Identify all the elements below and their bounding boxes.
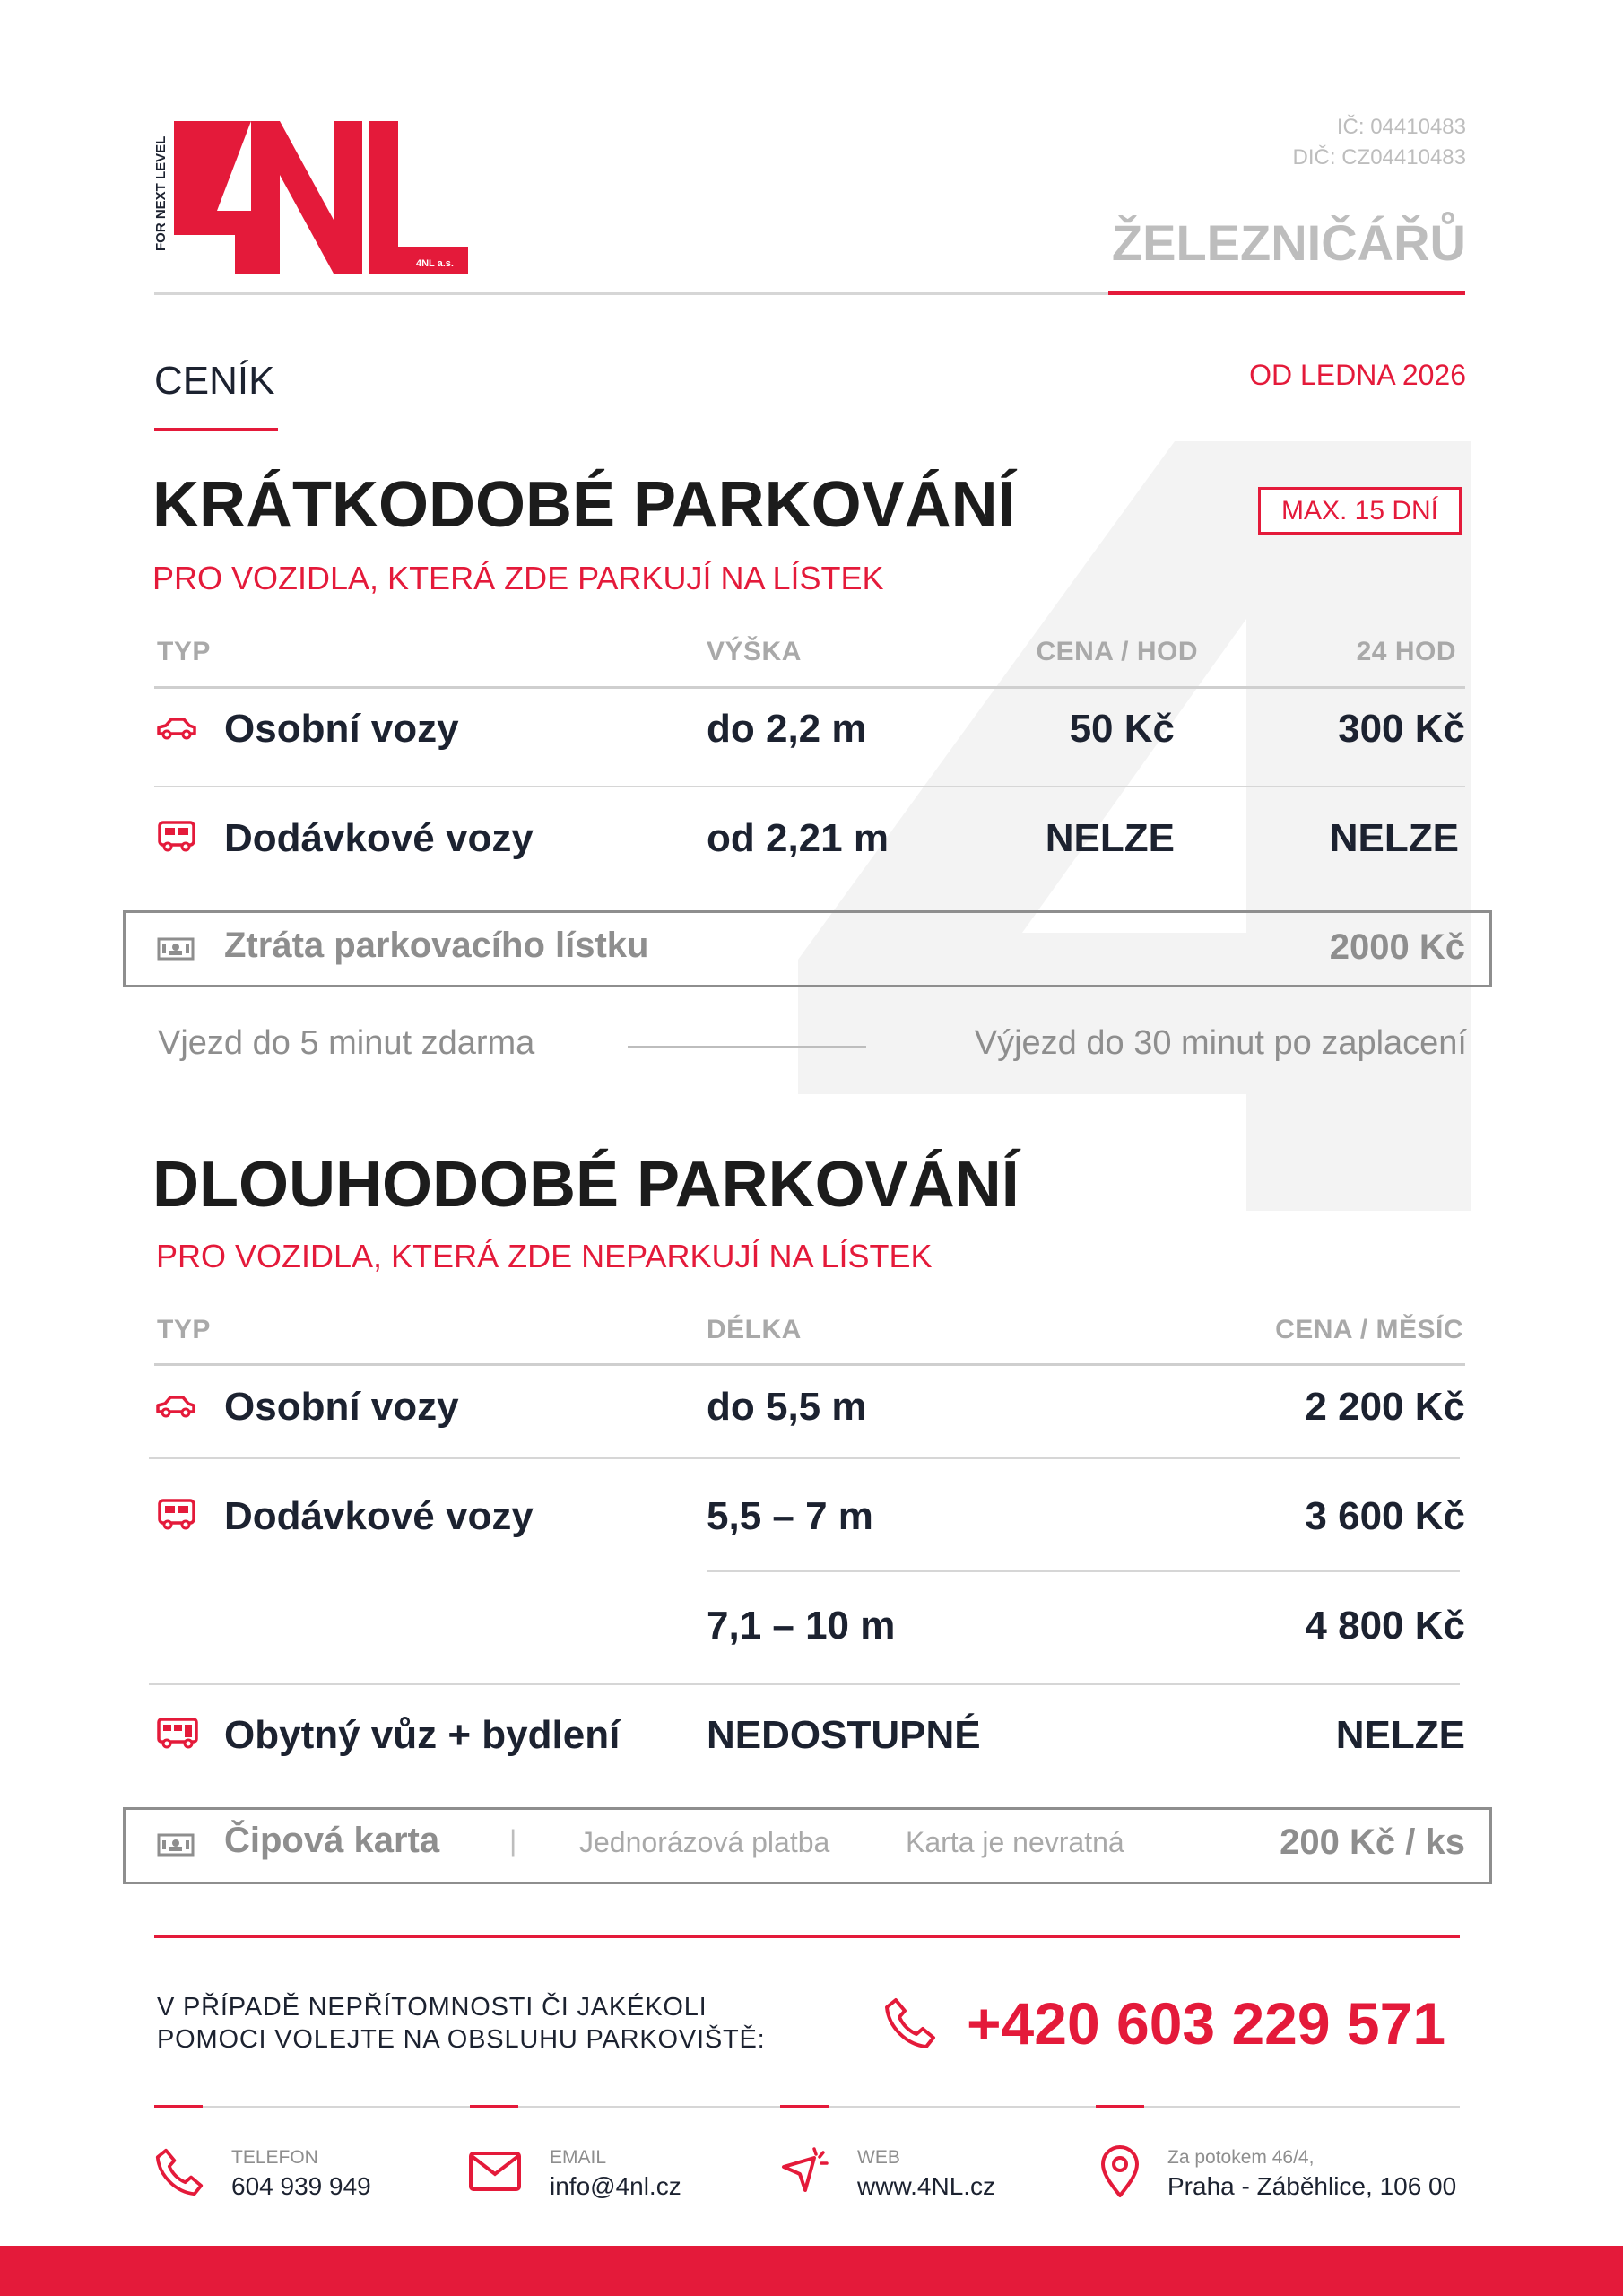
company-ic: IČ: 04410483 [1336, 115, 1466, 139]
contact-item-accent [470, 2105, 518, 2108]
notes-connector [628, 1046, 866, 1048]
camper-icon [156, 1717, 199, 1751]
contact-email-value[interactable]: info@4nl.cz [550, 2172, 681, 2200]
col-height-header: VÝŠKA [707, 637, 802, 666]
short-row-type: Dodávkové vozy [224, 816, 534, 860]
location-icon [1099, 2145, 1141, 2199]
col-hour-header: CENA / HOD [1036, 637, 1198, 666]
long-row-type: Dodávkové vozy [224, 1494, 534, 1538]
long-row-subdivider [707, 1570, 1460, 1572]
long-row-price: 2 200 Kč [1305, 1385, 1465, 1429]
short-term-title: KRÁTKODOBÉ PARKOVÁNÍ [152, 469, 1016, 541]
col-type-header: TYP [157, 637, 211, 666]
long-row-price: 3 600 Kč [1305, 1494, 1465, 1538]
long-row-length: do 5,5 m [707, 1385, 867, 1429]
contact-item-accent [154, 2105, 203, 2108]
short-row-height: do 2,2 m [707, 707, 867, 751]
col-month-header: CENA / MĚSÍC [1275, 1315, 1463, 1344]
chip-card-separator: | [509, 1824, 517, 1857]
short-row-day-price: 300 Kč [1338, 707, 1465, 751]
long-row-type: Osobní vozy [224, 1385, 459, 1429]
chip-card-note-payment: Jednorázová platba [579, 1826, 830, 1858]
phone-icon [883, 1996, 937, 2050]
long-row-divider [149, 1683, 1460, 1685]
contact-phone-label: TELEFON [231, 2147, 318, 2168]
exit-note: Výjezd do 30 minut po zaplacení [974, 1024, 1467, 1062]
col-length-header: DÉLKA [707, 1315, 802, 1344]
long-row-divider [149, 1457, 1460, 1459]
contact-email-label: EMAIL [550, 2147, 607, 2168]
short-row-hour-price: 50 Kč [1069, 707, 1175, 751]
short-term-subtitle: PRO VOZIDLA, KTERÁ ZDE PARKUJÍ NA LÍSTEK [152, 560, 884, 596]
long-term-subtitle: PRO VOZIDLA, KTERÁ ZDE NEPARKUJÍ NA LÍSTEK [156, 1238, 933, 1274]
footer-band [0, 2246, 1623, 2296]
header-accent [1108, 291, 1465, 295]
pricelist-label: CENÍK [154, 359, 275, 403]
car-icon [154, 1392, 197, 1421]
entry-note: Vjezd do 5 minut zdarma [158, 1024, 535, 1062]
contact-item-accent [780, 2105, 829, 2108]
contact-address-street: Za potokem 46/4, [1167, 2147, 1315, 2168]
short-row-divider [154, 786, 1465, 787]
phone-icon [154, 2147, 204, 2197]
long-row-length: 7,1 – 10 m [707, 1604, 896, 1648]
long-row-price: 4 800 Kč [1305, 1604, 1465, 1648]
help-text-line2: POMOCI VOLEJTE NA OBSLUHU PARKOVIŠTĚ: [157, 2025, 766, 2054]
logo-company-label: 4NL a.s. [416, 258, 454, 269]
card-icon [157, 1833, 195, 1857]
long-term-title: DLOUHODOBÉ PARKOVÁNÍ [152, 1149, 1020, 1221]
car-icon [155, 714, 198, 743]
contact-address-city: Praha - Záběhlice, 106 00 [1167, 2172, 1457, 2200]
mail-icon [468, 2151, 522, 2192]
lost-ticket-label: Ztráta parkovacího lístku [224, 926, 649, 965]
contact-web-label: WEB [857, 2147, 900, 2168]
pricelist-underline [154, 428, 278, 431]
short-row-height: od 2,21 m [707, 816, 889, 860]
chip-card-label: Čipová karta [224, 1821, 440, 1860]
contact-web-value[interactable]: www.4NL.cz [857, 2172, 996, 2200]
col-type-header: TYP [157, 1315, 211, 1344]
help-text-line1: V PŘÍPADĚ NEPŘÍTOMNOSTI ČI JAKÉKOLI [157, 1993, 707, 2022]
web-icon [778, 2145, 832, 2199]
long-row-length: 5,5 – 7 m [707, 1494, 873, 1538]
max-days-badge: MAX. 15 DNÍ [1258, 487, 1462, 535]
watermark-4-graphic [798, 430, 1605, 1220]
short-row-hour-price: NELZE [1045, 816, 1175, 860]
col-day-header: 24 HOD [1356, 637, 1456, 666]
contact-phone-value[interactable]: 604 939 949 [231, 2172, 371, 2200]
chip-card-price: 200 Kč / ks [1280, 1822, 1465, 1862]
van-icon [157, 820, 196, 854]
company-dic: DIČ: CZ04410483 [1292, 145, 1466, 170]
short-row-type: Osobní vozy [224, 707, 459, 751]
valid-from: OD LEDNA 2026 [1249, 359, 1466, 391]
helpline-phone-number[interactable]: +420 603 229 571 [967, 1990, 1446, 2057]
svg-text:FOR NEXT LEVEL: FOR NEXT LEVEL [154, 135, 169, 251]
chip-card-note-nonrefundable: Karta je nevratná [906, 1826, 1124, 1858]
long-table-header-rule [154, 1363, 1465, 1366]
location-title: ŽELEZNIČÁŘŮ [1111, 214, 1466, 271]
long-row-length: NEDOSTUPNÉ [707, 1713, 981, 1757]
short-table-header-rule [154, 686, 1465, 689]
short-row-day-price: NELZE [1329, 816, 1459, 860]
ticket-icon [157, 937, 195, 961]
contact-item-accent [1096, 2105, 1144, 2108]
contact-top-rule [154, 1935, 1460, 1938]
company-logo [154, 117, 477, 278]
van-icon [157, 1498, 196, 1532]
long-row-type: Obytný vůz + bydlení [224, 1713, 621, 1757]
long-row-price: NELZE [1335, 1713, 1465, 1757]
lost-ticket-price: 2000 Kč [1329, 927, 1465, 967]
